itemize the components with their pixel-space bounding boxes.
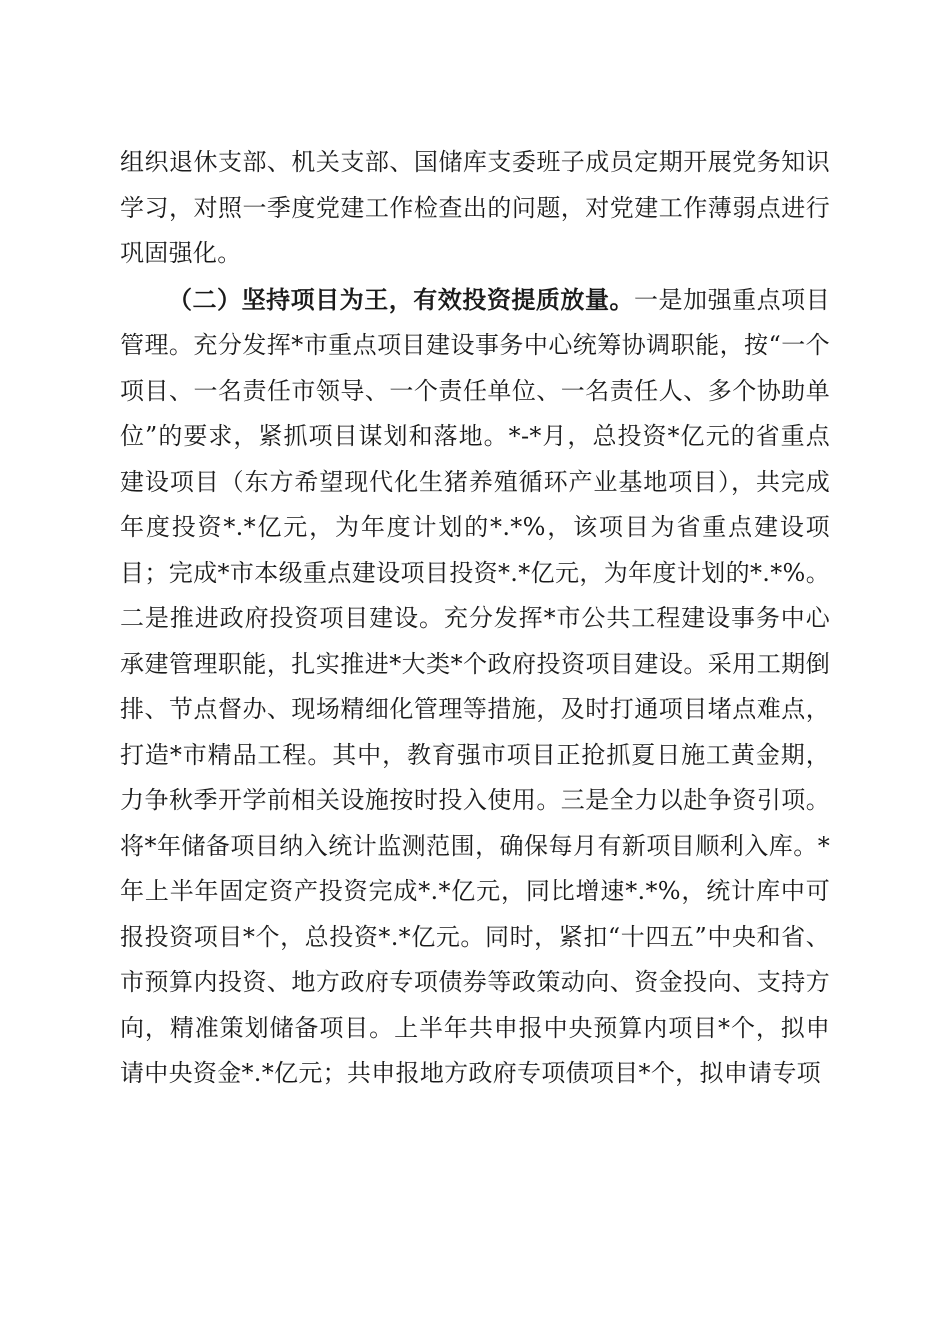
paragraph-project-investment (120, 277, 830, 1097)
paragraph-party-building: 组织退休支部、机关支部、国储库支委班子成员定期开展党务知识学习，对照一季度党建工作检查出的问题，对党建工作薄弱点进行巩固强化。 (120, 148, 830, 267)
section-body: 一是加强重点项目管理。充分发挥*市重点项目建设事务中心统筹协调职能，按“一个项目、一名责任市领导、一个责任单位、一名责任人、多个协助单位”的要求，紧抓项目谋划和落地。*-*月，总投资*亿元的省重点建设项目（东方希望现代化生猪养殖循环产业基地项目），共完成年度投资*.*亿元，为年度计划的*.*%，该项目为省重点建设项目；完成*市本级重点建设项目投资*.*亿元，为年度计划的*.*%。二是推进政府投资项目建设。充分发挥*市公共工程建设事务中心承建管理职能，扎实推进*大类*个政府投资项目建设。采用工期倒排、节点督办、现场精细化管理等措施，及时打通项目堵点难点，打造*市精品工程。其中，教育强市项目正抢抓夏日施工黄金期，力争秋季开学前相关设施按时投入使用。三是全力以赴争资引项。将*年储备项目纳入统计监测范围，确保每月有新项目顺利入库。*年上半年固定资产投资完成*.*亿元，同比增速*.*%，统计库中可报投资项目*个，总投资*.*亿元。同时，紧扣“十四五”中央和省、市预算内投资、地方政府专项债券等政策动向、资金投向、支持方向，精准策划储备项目。上半年共申报中央预算内项目*个，拟申请中央资金*.*亿元；共申报地方政府专项债项目*个，拟申请专项 (120, 285, 831, 1087)
document-body (120, 140, 830, 1097)
section-heading: （二）坚持项目为王，有效投资提质放量。 (168, 284, 635, 314)
